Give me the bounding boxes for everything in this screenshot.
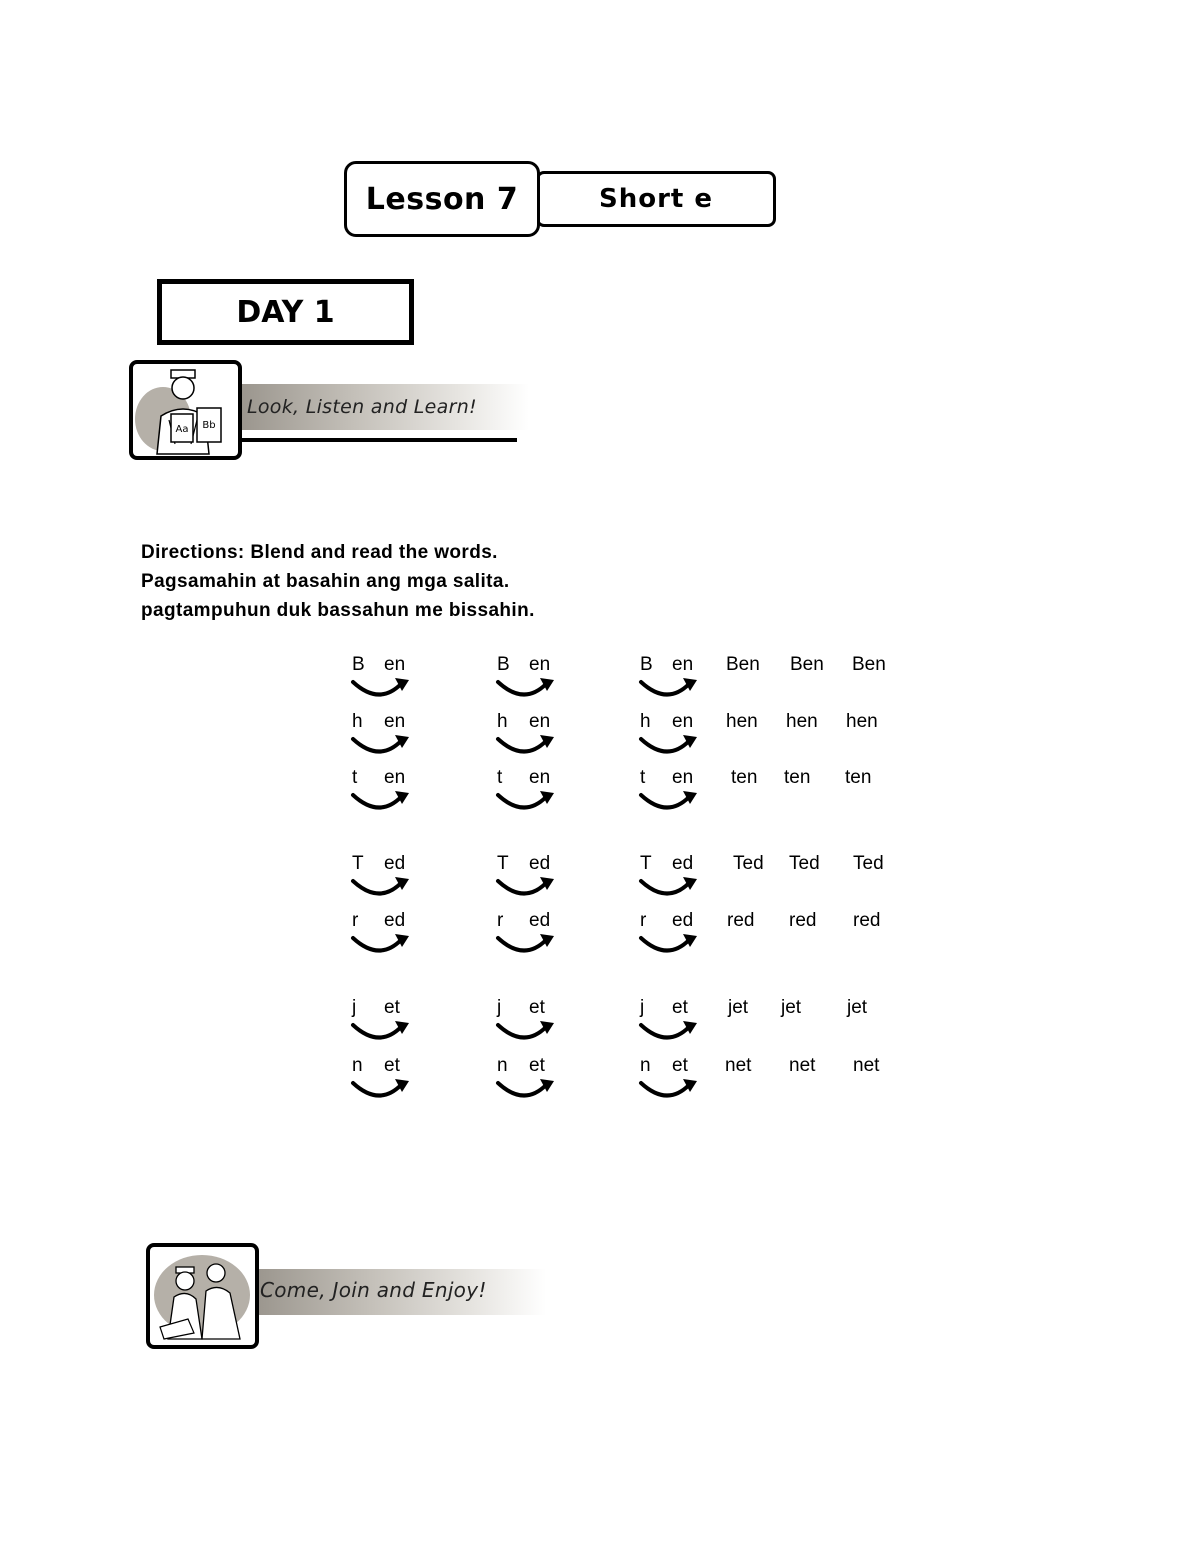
blend-onset: h	[640, 711, 651, 732]
blend-onset: j	[352, 997, 357, 1018]
blend-arrow-icon	[349, 932, 411, 958]
directions-tausug: pagtampuhun duk bassahun me bissahin.	[141, 600, 535, 621]
blended-word: hen	[786, 711, 818, 732]
blend-onset: n	[640, 1055, 651, 1076]
blend-onset: r	[640, 910, 647, 931]
blend-arrow-icon	[349, 789, 411, 815]
teacher-illustration	[129, 360, 242, 460]
blend-rime: ed	[384, 853, 406, 874]
blended-word: net	[725, 1055, 752, 1076]
blend-onset: T	[352, 853, 364, 874]
blend-arrow-icon	[637, 1019, 699, 1045]
blend-rime: en	[672, 767, 694, 788]
blend-rime: ed	[672, 910, 694, 931]
directions	[141, 538, 535, 625]
directions-english: Directions: Blend and read the words.	[141, 542, 498, 563]
blend-arrow-icon	[637, 1077, 699, 1103]
teacher-with-cards-icon	[133, 364, 238, 456]
blended-word: red	[727, 910, 755, 931]
blend-arrow-icon	[349, 733, 411, 759]
blend-onset: j	[497, 997, 502, 1018]
blended-word: jet	[847, 997, 868, 1018]
blend-rime: en	[529, 711, 551, 732]
lesson-title: Lesson 7	[344, 161, 540, 237]
blend-onset: t	[352, 767, 358, 788]
blend-onset: h	[352, 711, 363, 732]
blend-rime: ed	[529, 910, 551, 931]
blend-onset: B	[352, 654, 365, 675]
blend-onset: t	[640, 767, 646, 788]
blend-rime: et	[672, 997, 688, 1018]
children-illustration	[146, 1243, 259, 1349]
blend-arrow-icon	[349, 1019, 411, 1045]
blended-word: ten	[731, 767, 758, 788]
blend-rime: en	[672, 654, 694, 675]
blend-arrow-icon	[637, 789, 699, 815]
blend-rime: en	[529, 654, 551, 675]
blend-onset: T	[497, 853, 509, 874]
look-listen-learn-label: Look, Listen and Learn!	[247, 396, 477, 418]
children-reading-icon	[150, 1247, 255, 1345]
blend-arrow-icon	[637, 733, 699, 759]
blend-rime: ed	[384, 910, 406, 931]
come-join-enjoy-label: Come, Join and Enjoy!	[260, 1278, 487, 1302]
blend-rime: en	[384, 711, 406, 732]
blended-word: hen	[726, 711, 758, 732]
svg-text:Aa: Aa	[175, 424, 189, 435]
blend-rime: et	[384, 997, 400, 1018]
svg-text:Bb: Bb	[202, 420, 216, 431]
blend-arrow-icon	[637, 676, 699, 702]
blend-arrow-icon	[494, 789, 556, 815]
blend-arrow-icon	[349, 676, 411, 702]
blend-onset: T	[640, 853, 652, 874]
blend-arrow-icon	[637, 932, 699, 958]
blend-arrow-icon	[349, 1077, 411, 1103]
blend-arrow-icon	[494, 875, 556, 901]
blend-rime: en	[384, 654, 406, 675]
directions-filipino: Pagsamahin at basahin ang mga salita.	[141, 571, 510, 592]
blend-arrow-icon	[637, 875, 699, 901]
blend-rime: en	[384, 767, 406, 788]
blended-word: Ben	[790, 654, 824, 675]
blend-rime: et	[384, 1055, 400, 1076]
blend-rime: et	[529, 997, 545, 1018]
blend-onset: r	[497, 910, 504, 931]
blend-onset: n	[352, 1055, 363, 1076]
blended-word: Ben	[726, 654, 760, 675]
look-listen-learn-banner	[129, 360, 529, 460]
blended-word: net	[853, 1055, 880, 1076]
blend-arrow-icon	[494, 1019, 556, 1045]
banner-rule	[239, 438, 517, 442]
blended-word: jet	[781, 997, 802, 1018]
blend-onset: n	[497, 1055, 508, 1076]
blended-word: ten	[784, 767, 811, 788]
blended-word: net	[789, 1055, 816, 1076]
blend-rime: en	[529, 767, 551, 788]
blended-word: red	[853, 910, 881, 931]
blend-onset: B	[497, 654, 510, 675]
blended-word: Ben	[852, 654, 886, 675]
blended-word: red	[789, 910, 817, 931]
blend-onset: r	[352, 910, 359, 931]
come-join-enjoy-banner	[146, 1243, 546, 1349]
blend-onset: B	[640, 654, 653, 675]
blend-onset: h	[497, 711, 508, 732]
blended-word: jet	[728, 997, 749, 1018]
blended-word: hen	[846, 711, 878, 732]
blend-rime: et	[529, 1055, 545, 1076]
blend-onset: t	[497, 767, 503, 788]
blended-word: Ted	[853, 853, 884, 874]
blend-arrow-icon	[494, 676, 556, 702]
blended-word: Ted	[789, 853, 820, 874]
blend-rime: ed	[529, 853, 551, 874]
blend-onset: j	[640, 997, 645, 1018]
blended-word: Ted	[733, 853, 764, 874]
blend-arrow-icon	[349, 875, 411, 901]
day-label: DAY 1	[157, 279, 414, 345]
blended-word: ten	[845, 767, 872, 788]
blend-rime: en	[672, 711, 694, 732]
blend-rime: ed	[672, 853, 694, 874]
blend-rime: et	[672, 1055, 688, 1076]
lesson-topic: Short e	[536, 171, 776, 227]
blend-arrow-icon	[494, 1077, 556, 1103]
blend-arrow-icon	[494, 932, 556, 958]
blend-arrow-icon	[494, 733, 556, 759]
